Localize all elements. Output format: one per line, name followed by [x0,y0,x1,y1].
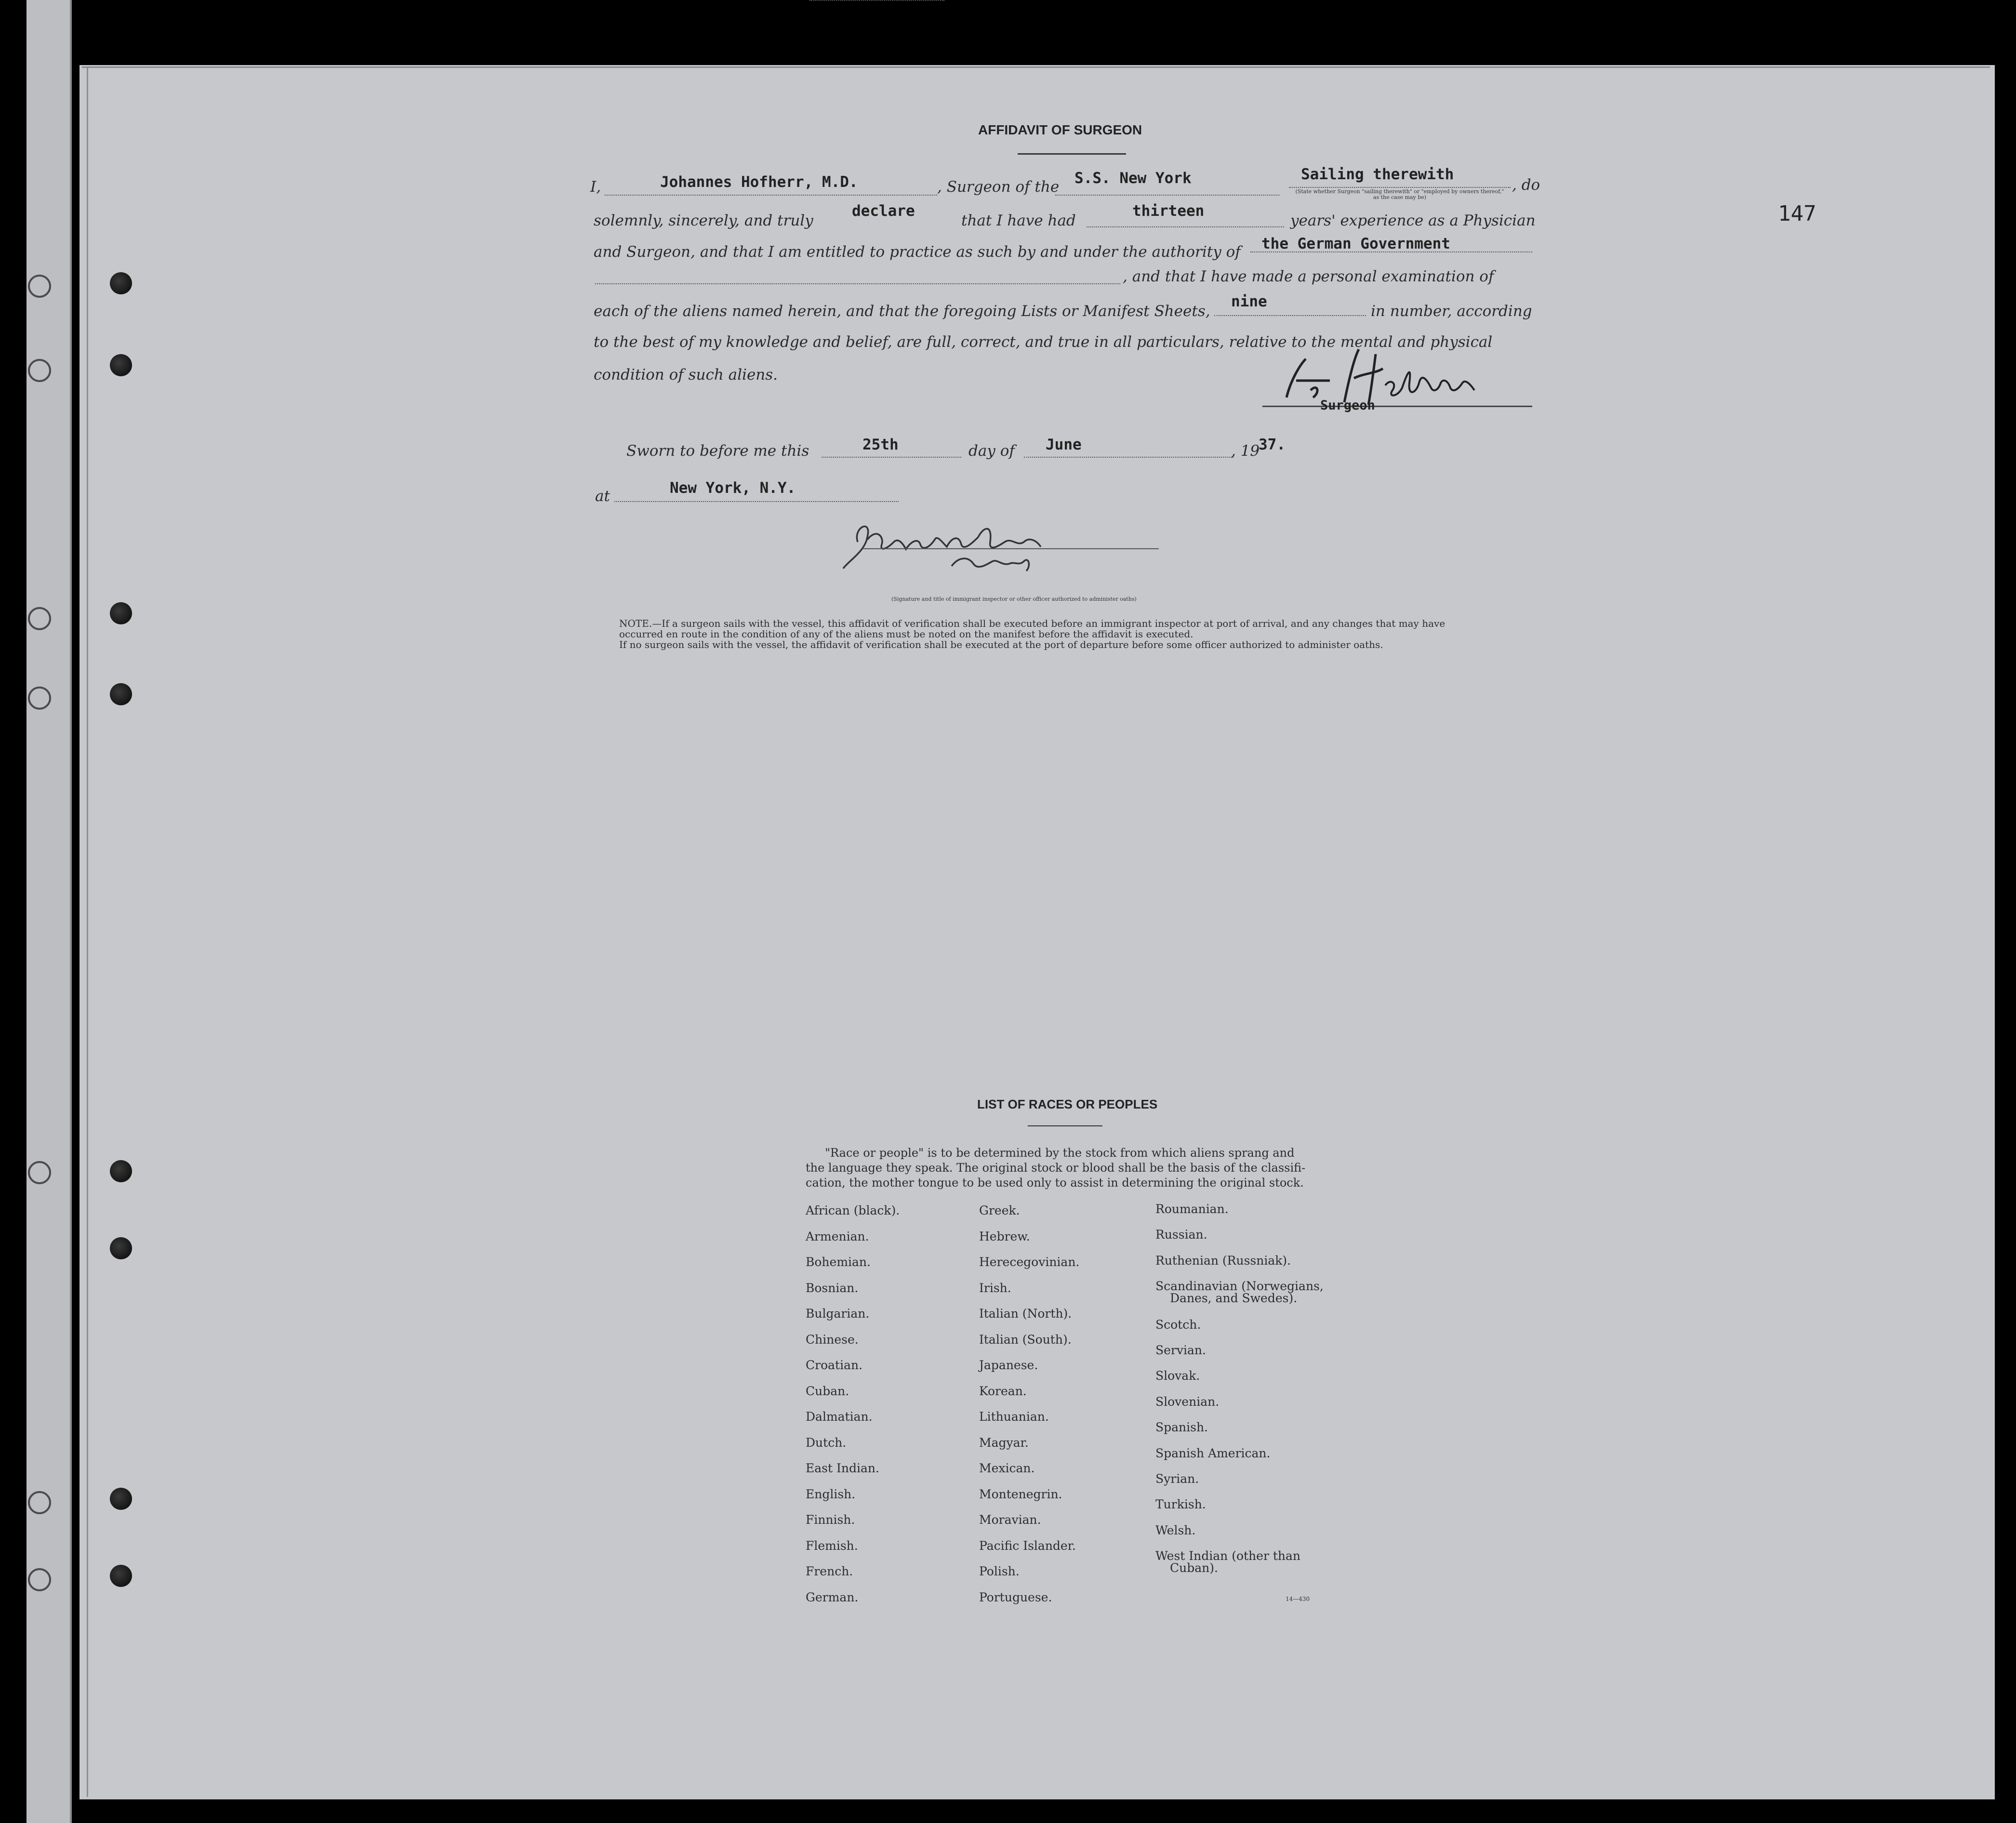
races-title-rule [1028,1125,1102,1126]
race-item: Irish. [979,1281,1011,1295]
officer-signature [838,508,1108,585]
punch-hole [110,272,132,294]
page-left-edge [87,67,88,1797]
race-item: Hebrew. [979,1229,1030,1243]
race-item: Moravian. [979,1513,1041,1527]
race-item: Danes, and Swedes). [1170,1291,1298,1305]
punch-hole [110,1565,132,1587]
years-count: thirteen [1132,202,1205,220]
race-item: Magyar. [979,1436,1029,1450]
race-item: German. [806,1590,859,1604]
declare-word: declare [852,202,915,220]
years-line [1087,226,1284,227]
race-item: Polish. [979,1564,1020,1578]
sheets-count: nine [1231,293,1267,310]
authority-name: the German Government [1261,235,1450,252]
affidavit-title: AFFIDAVIT OF SURGEON [978,122,1142,137]
race-item: Welsh. [1155,1523,1196,1537]
surgeon-name: Johannes Hofherr, M.D. [660,173,858,191]
race-item: Korean. [979,1384,1027,1398]
at-text: at [595,488,610,505]
punch-hole [28,1568,51,1591]
race-item: Greek. [979,1203,1020,1217]
declare-line [809,0,944,1]
race-item: Scandinavian (Norwegians, [1155,1279,1324,1293]
race-item: Finnish. [806,1513,855,1527]
punch-hole [28,359,51,382]
race-item: Cuban). [1170,1561,1218,1575]
race-item: Pacific Islander. [979,1539,1076,1553]
race-item: Armenian. [806,1229,869,1243]
sworn-day-line [822,457,961,458]
races-column-1 [806,1203,960,1618]
race-item: Portuguese. [979,1590,1052,1604]
race-item: Servian. [1155,1343,1206,1357]
best-knowledge-text: to the best of my knowledge and belief, are full, correct, and true in all particulars, relative to the mental and physical [594,333,1493,351]
race-item: Dutch. [806,1436,847,1450]
race-item: French. [806,1564,853,1578]
race-item: Cuban. [806,1384,849,1398]
punch-hole [110,683,132,705]
surgeon-name-line [605,195,937,196]
page-top-edge [82,66,1990,68]
surgeon-label: Surgeon [1320,398,1375,413]
race-item: Croatian. [806,1358,863,1372]
race-item: Scotch. [1155,1318,1201,1332]
authority-line-2 [595,283,1120,284]
punch-hole [28,687,51,710]
have-had-text: that I have had [961,212,1076,229]
sworn-month: June [1046,436,1082,453]
race-item: Bohemian. [806,1255,871,1269]
race-item: West Indian (other than [1155,1549,1301,1563]
race-item: Slovenian. [1155,1395,1220,1409]
note-line-1: NOTE.—If a surgeon sails with the vessel, this affidavit of verification shall be executed before an immigrant inspector at port of arrival, and any changes that may have [619,618,1446,629]
race-item: Italian (South). [979,1333,1072,1347]
surgeon-of-text: , Surgeon of the [937,178,1060,196]
race-item: Ruthenian (Russniak). [1155,1254,1291,1268]
race-item: English. [806,1487,856,1501]
authority-text: and Surgeon, and that I am entitled to practice as such by and under the authority of [594,243,1241,261]
races-intro-line-2: the language they speak. The original stock or blood shall be the basis of the classifi- [806,1161,1306,1175]
surgeon-signature-line [1262,406,1532,407]
sworn-month-line [1024,457,1233,458]
sailing-status-line [1289,187,1511,188]
race-item: Bosnian. [806,1281,859,1295]
race-item: Turkish. [1155,1497,1206,1511]
condition-text: condition of such aliens. [594,366,778,383]
races-intro-line-3: cation, the mother tongue to be used only to assist in determining the original stock. [806,1176,1304,1189]
place-name: New York, N.Y. [670,479,796,497]
race-item: Mexican. [979,1461,1035,1475]
punch-hole [110,1160,132,1182]
punch-hole [28,607,51,630]
race-item: Italian (North). [979,1307,1072,1321]
note-line-3: If no surgeon sails with the vessel, the affidavit of verification shall be executed at the port of departure before some officer authorized to administer oaths. [619,639,1383,650]
race-item: East Indian. [806,1461,879,1475]
race-item: Syrian. [1155,1472,1199,1486]
race-item: Russian. [1155,1228,1207,1242]
race-item: Japanese. [979,1358,1038,1372]
authority-line [1250,251,1532,252]
races-column-2 [979,1203,1133,1618]
title-rule [1018,153,1126,155]
in-number-text: in number, according [1371,303,1532,320]
race-item: Montenegrin. [979,1487,1062,1501]
race-item: Roumanian. [1155,1202,1229,1216]
year-prefix: , 19 [1231,442,1260,460]
ship-name: S.S. New York [1074,170,1192,187]
sworn-day: 25th [862,436,899,453]
day-of-text: day of [968,442,1015,460]
punch-hole [110,354,132,376]
sailing-status: Sailing therewith [1301,166,1454,183]
punch-hole [110,1237,132,1259]
sworn-text: Sworn to before me this [626,442,809,460]
note-line-2: occurred en route in the condition of any of the aliens must be noted on the manifest before the affidavit is executed. [619,628,1194,640]
race-item: Chinese. [806,1333,859,1347]
each-alien-text: each of the aliens named herein, and that the foregoing Lists or Manifest Sheets, [594,303,1210,320]
form-number: 14—430 [1286,1596,1310,1602]
intro-i: I, [590,178,601,196]
race-item: Herecegovinian. [979,1255,1080,1269]
race-item: Flemish. [806,1539,858,1553]
race-item: Dalmatian. [806,1410,873,1424]
race-item: Lithuanian. [979,1410,1049,1424]
punch-hole [110,1488,132,1510]
punch-hole [28,1491,51,1514]
races-column-3 [1155,1202,1358,1616]
races-intro-line-1: "Race or people" is to be determined by the stock from which aliens sprang and [825,1146,1295,1160]
solemnly-text: solemnly, sincerely, and truly [594,212,813,229]
place-line [614,501,899,502]
status-hint: (State whether Surgeon "sailing therewith" or "employed by owners thereof," as the case may be) [1295,188,1504,200]
officer-caption: (Signature and title of immigrant inspector or other officer authorized to administer oaths) [891,596,1137,602]
race-item: Bulgarian. [806,1307,870,1321]
races-intro [806,1146,1331,1190]
officer-signature-line [862,548,1159,549]
punch-hole [110,602,132,624]
sheets-count-line [1214,315,1366,316]
race-item: Slovak. [1155,1369,1200,1383]
races-title: LIST OF RACES OR PEOPLES [977,1097,1158,1111]
year-suffix: 37. [1259,436,1286,453]
race-item: Spanish. [1155,1420,1208,1434]
race-item: African (black). [806,1203,900,1217]
binding-strip [27,0,72,1823]
personal-exam-text: , and that I have made a personal examination of [1123,268,1494,285]
surgeon-signature [1272,344,1484,410]
page-number: 147 [1778,201,1817,226]
experience-text: years' experience as a Physician [1290,212,1536,229]
ship-name-line [1055,195,1279,196]
race-item: Spanish American. [1155,1446,1271,1460]
punch-hole [28,275,51,298]
do-text: , do [1512,176,1540,194]
punch-hole [28,1161,51,1184]
